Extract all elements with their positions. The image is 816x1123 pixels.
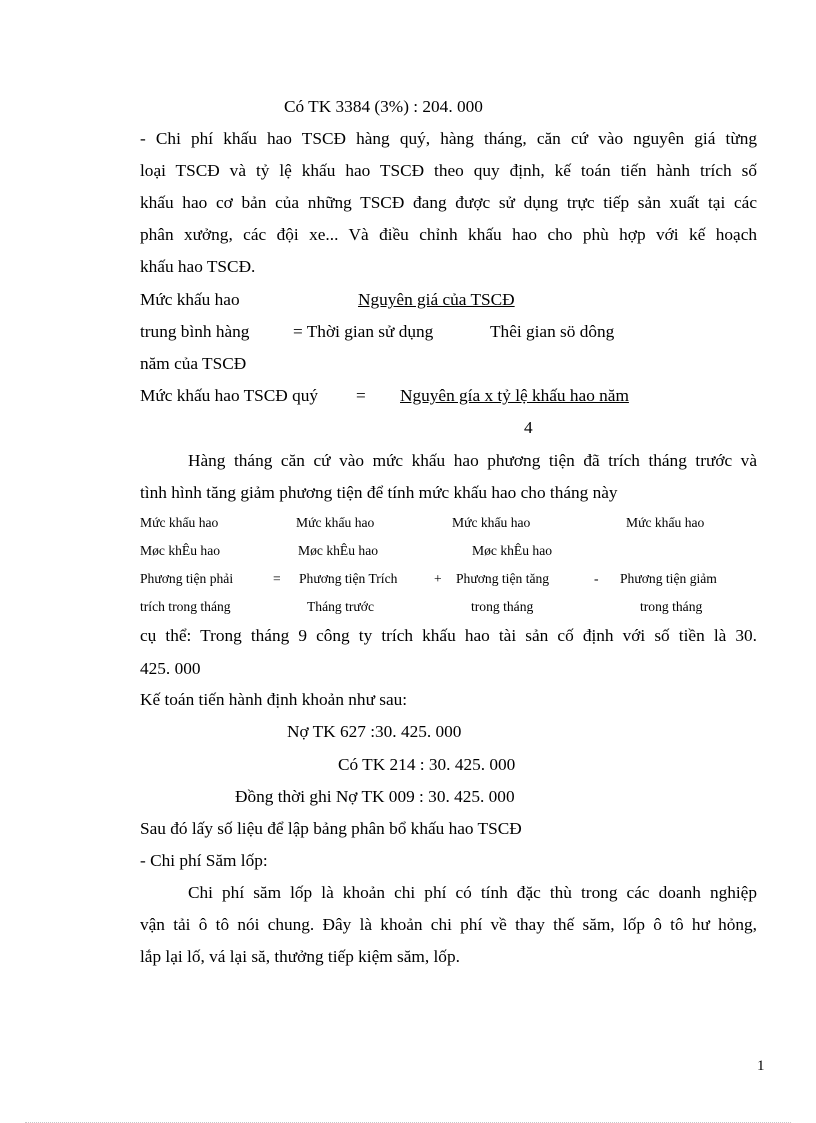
formula3-cell: trong tháng [640,599,703,614]
formula3-cell: Tháng trước [307,599,375,614]
formula-equals: = [356,386,366,405]
paragraph-line: lắp lại lố, vá lại să, thưởng tiếp kiệm săm, lốp. [140,947,460,966]
paragraph-line: 425. 000 [140,659,201,678]
paragraph-line: khấu hao TSCĐ. [140,257,256,276]
paragraph-line: tình hình tăng giảm phương tiện để tính mức khấu hao cho tháng này [140,483,618,502]
paragraph-line: - Chi phí khấu hao TSCĐ hàng quý, hàng tháng, căn cứ vào nguyên giá từng [140,129,757,148]
formula-denominator: = Thời gian sử dụng [293,322,434,341]
page-number: 1 [757,1058,765,1074]
formula-label: năm của TSCĐ [140,354,247,373]
paragraph-line: cụ thể: Trong tháng 9 công ty trích khấu hao tài sản cố định với số tiền là 30. [140,626,757,645]
journal-entry-line: Nợ TK 627 :30. 425. 000 [287,722,462,741]
formula-label: Mức khấu hao [140,290,240,309]
journal-entry-line: Có TK 214 : 30. 425. 000 [338,755,516,774]
section-heading: - Chi phí Săm lốp: [140,851,268,870]
formula3-cell: Mức khấu hao [626,515,705,530]
formula3-cell: Møc khÊu hao [472,543,553,558]
formula3-operator: - [594,571,599,586]
formula3-cell: Phương tiện phải [140,571,234,586]
formula3-operator: + [434,571,442,586]
formula3-cell: Phương tiện tăng [456,571,550,586]
formula-label: Mức khấu hao TSCĐ quý [140,386,319,405]
paragraph-line: Hàng tháng căn cứ vào mức khấu hao phương tiện đã trích tháng trước và [188,451,757,470]
formula3-cell: Møc khÊu hao [298,543,379,558]
formula3-cell: trích trong tháng [140,599,231,614]
paragraph-line: phân xưởng, các đội xe... Và điều chỉnh khấu hao cho phù hợp với kế hoạch [140,225,757,244]
paragraph-line: Sau đó lấy số liệu để lập bảng phân bổ khấu hao TSCĐ [140,819,522,838]
journal-entry-line: Đồng thời ghi Nợ TK 009 : 30. 425. 000 [235,787,515,806]
formula3-cell: Phương tiện giảm [620,571,717,586]
formula-numerator: Nguyên gía x tỷ lệ khấu hao năm [400,386,629,405]
formula-numerator: Nguyên giá của TSCĐ [358,290,515,309]
formula3-cell: Mức khấu hao [140,515,219,530]
formula-denominator: 4 [524,418,533,437]
formula3-cell: Mức khấu hao [452,515,531,530]
formula-garbled-text: Thêi gian sö dông [490,322,615,341]
formula3-cell: Mức khấu hao [296,515,375,530]
formula3-cell: trong tháng [471,599,534,614]
paragraph-line: khấu hao cơ bản của những TSCĐ đang được sử dụng trực tiếp sản xuất tại các [140,193,757,212]
formula3-cell: Møc khÊu hao [140,543,221,558]
formula3-cell: Phương tiện Trích [299,571,398,586]
formula3-operator: = [273,571,281,586]
formula-label: trung bình hàng [140,322,250,341]
paragraph-line: vận tải ô tô nói chung. Đây là khoản chi phí về thay thế săm, lốp ô tô hư hỏng, [140,915,757,934]
paragraph-line: Kế toán tiến hành định khoản như sau: [140,690,408,709]
paragraph-line: loại TSCĐ và tỷ lệ khấu hao TSCĐ theo quy định, kế toán tiến hành trích số [140,161,757,180]
paragraph-line: Chi phí săm lốp là khoản chi phí có tính đặc thù trong các doanh nghiệp [188,883,757,902]
journal-entry-line: Có TK 3384 (3%) : 204. 000 [284,97,483,116]
